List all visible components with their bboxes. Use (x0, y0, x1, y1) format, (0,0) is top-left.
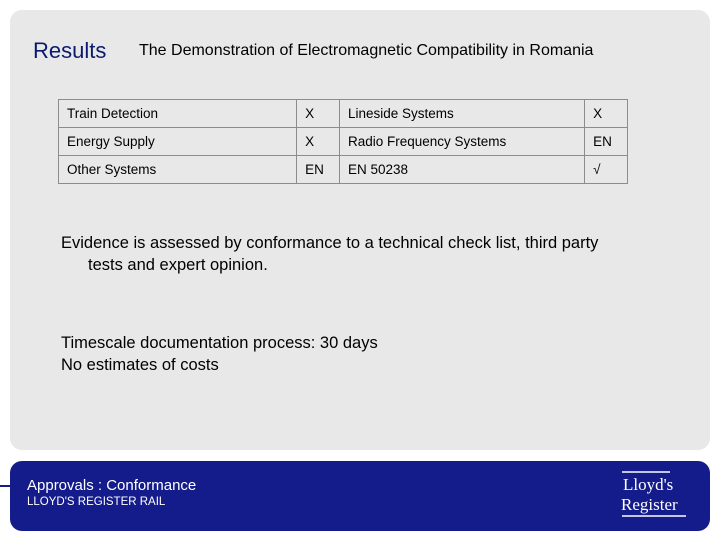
lloyds-register-logo (620, 469, 688, 519)
table-cell: Lineside Systems (339, 100, 584, 128)
slide-title: The Demonstration of Electromagnetic Compatibility in Romania (139, 42, 594, 59)
footer-bar (10, 461, 710, 531)
logo-text-line1: Lloyd's (623, 475, 674, 494)
compatibility-table (58, 99, 628, 184)
table-row (59, 100, 628, 128)
table-cell: Radio Frequency Systems (339, 128, 584, 156)
costs-text: No estimates of costs (61, 356, 219, 374)
table-cell: X (297, 100, 340, 128)
table-cell: Train Detection (59, 100, 297, 128)
table-row (59, 156, 628, 184)
table-cell: Energy Supply (59, 128, 297, 156)
table-cell: X (585, 100, 628, 128)
footer-subtitle: LLOYD'S REGISTER RAIL (27, 496, 166, 508)
footer-heading: Approvals : Conformance (27, 477, 197, 494)
table-cell: EN 50238 (339, 156, 584, 184)
table-cell: Other Systems (59, 156, 297, 184)
timescale-text: Timescale documentation process: 30 days (61, 334, 378, 352)
table-cell: √ (585, 156, 628, 184)
section-label: Results (33, 38, 107, 63)
evidence-paragraph (61, 232, 661, 276)
table-row (59, 128, 628, 156)
evidence-line: tests and expert opinion. (88, 256, 268, 274)
table-cell: X (297, 128, 340, 156)
table-cell: EN (585, 128, 628, 156)
evidence-line: Evidence is assessed by conformance to a technical check list, third party (61, 234, 599, 252)
timescale-paragraph (61, 332, 378, 376)
logo-text-line2: Register (621, 495, 678, 514)
content-panel (10, 10, 710, 450)
table-cell: EN (297, 156, 340, 184)
